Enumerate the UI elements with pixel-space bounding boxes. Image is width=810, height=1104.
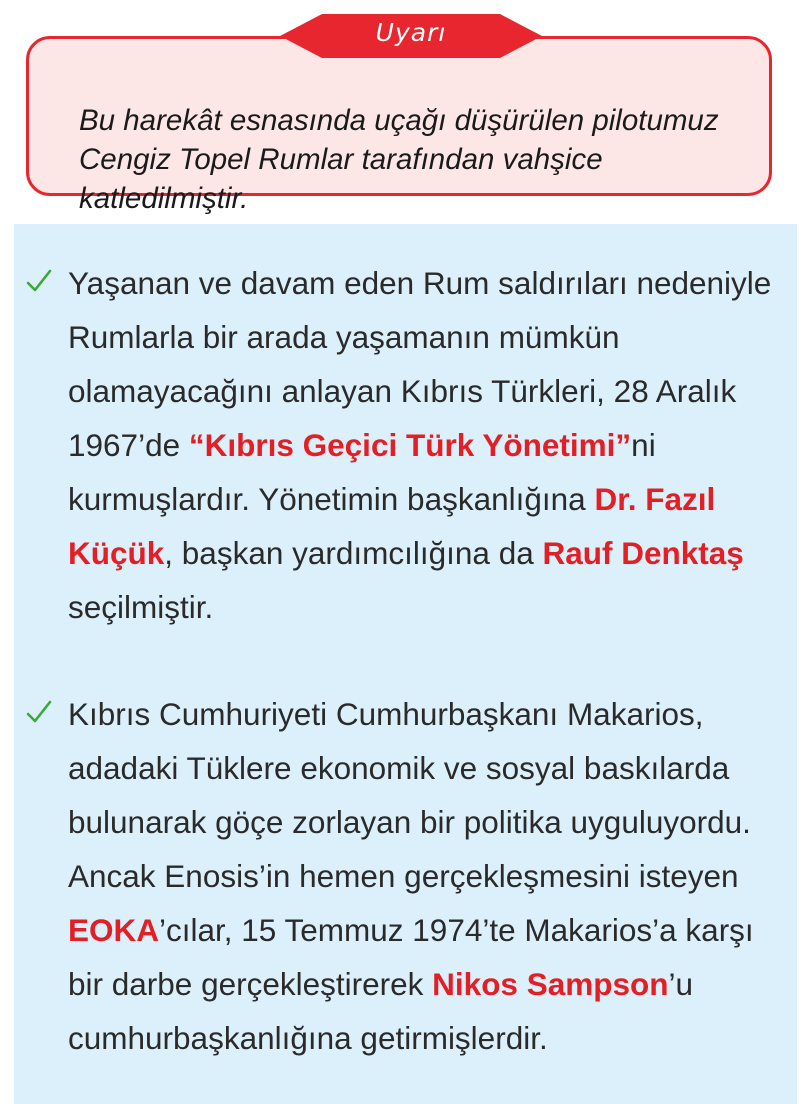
bullet-text-1 — [68, 256, 784, 634]
checkmark-icon — [24, 266, 54, 296]
bullet-1-segment-1: Yaşanan ve davam eden Rum saldırıları nedeniyle Rumlarla bir arada yaşamanın mümkün olamayacağını anlayan Kıbrıs Türkleri, 28 Aralık 1967’de — [68, 265, 772, 463]
highlight-rauf-denktas: Rauf Denktaş — [542, 535, 744, 571]
highlight-nikos-sampson: Nikos Sampson — [432, 966, 669, 1002]
bullet-2-segment-3: ’cılar, 15 Temmuz 1974’te Makarios’a karşı bir darbe gerçekleştirerek — [68, 912, 754, 1002]
bullet-1-segment-5: , başkan yardımcılığına da — [164, 535, 543, 571]
checkmark-icon — [24, 697, 54, 727]
warning-label-banner — [280, 14, 542, 58]
bullet-1-segment-3: ni kurmuşlardır. Yönetimin başkanlığına — [68, 427, 656, 517]
warning-box — [26, 36, 772, 215]
bullet-2-segment-1: Kıbrıs Cumhuriyeti Cumhurbaşkanı Makarios, adadaki Tüklere ekonomik ve sosyal baskılarda bulunarak göçe zorlayan bir politika uyguluyordu. Ancak Enosis’in hemen gerçekleşmesini isteyen — [68, 696, 751, 894]
highlight-eoka: EOKA — [68, 912, 160, 948]
highlight-dr-fazil-kucuk: Dr. Fazıl Küçük — [68, 481, 716, 571]
highlight-kibris-gecici-turk-yonetimi: “Kıbrıs Geçici Türk Yönetimi” — [188, 427, 632, 463]
bullet-1-segment-7: seçilmiştir. — [68, 589, 214, 625]
warning-label: Uyarı — [375, 18, 447, 47]
bullet-2-segment-5: ’u cumhurbaşkanlığına getirmişlerdir. — [68, 966, 694, 1056]
warning-text: Bu harekât esnasında uçağı düşürülen pilotumuz Cengiz Topel Rumlar tarafından vahşice katledilmiştir. — [79, 104, 719, 215]
content-panel — [14, 224, 797, 1104]
bullet-text-2 — [68, 687, 784, 1065]
